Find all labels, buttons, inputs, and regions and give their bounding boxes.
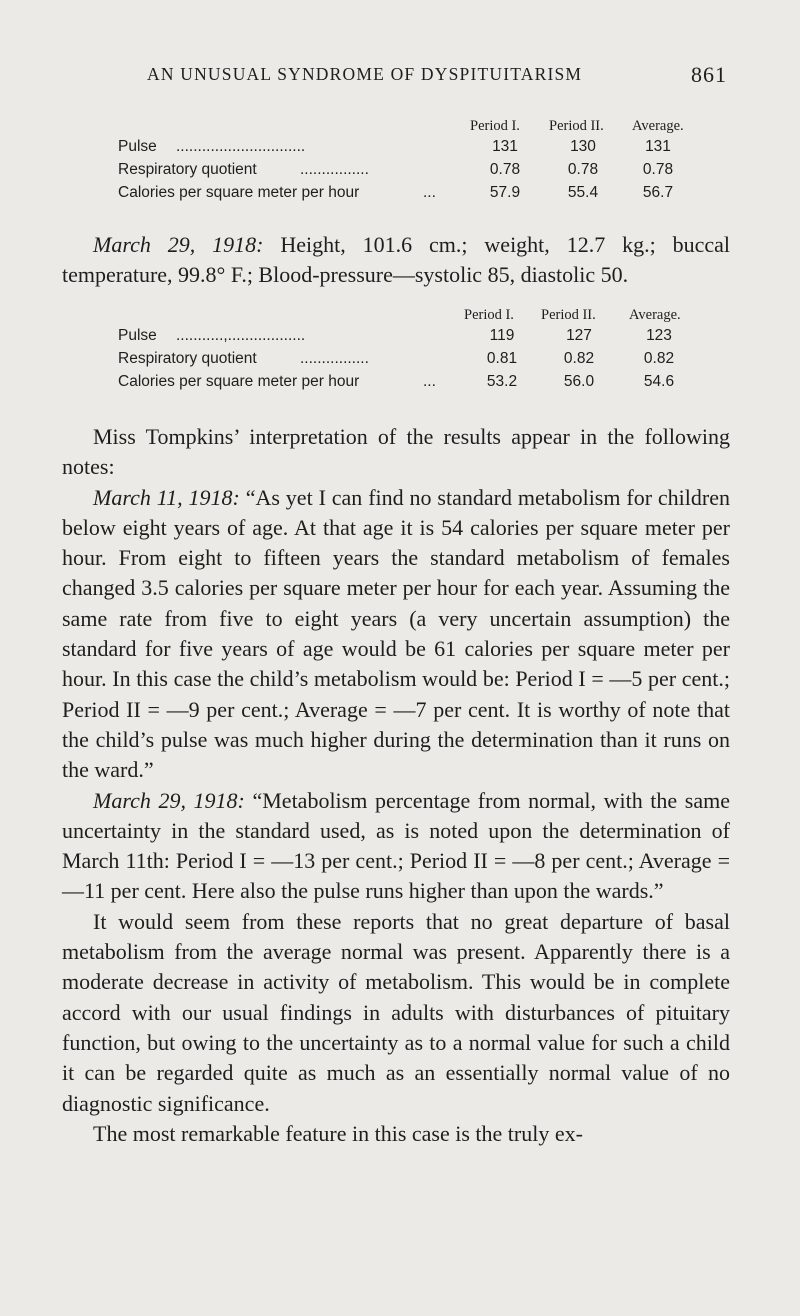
dot-leader: ... (423, 373, 436, 390)
date-label: March 11, 1918: (93, 484, 240, 510)
cell-value: 57.9 (489, 184, 521, 201)
column-header-average: Average. (632, 118, 684, 134)
table-row (118, 161, 718, 184)
note-text: “Metabolism percentage from normal, with the same uncertainty in the standard used, as is noted upon the determination of March 11th: Period I = —13 per cent.; Period II = —8 per cent.; Average = —11 per cent. Here also the pulse runs higher than upon the wards.” (62, 787, 730, 904)
note-march-11 (62, 483, 730, 786)
cell-value: 0.78 (489, 161, 521, 178)
dot-leader: .............................. (176, 138, 306, 155)
dot-leader: ................ (300, 161, 369, 178)
table-row (118, 327, 718, 350)
dot-leader: ... (423, 184, 436, 201)
dot-leader: ...........,.................. (176, 327, 306, 344)
date-label: March 29, 1918: (93, 232, 264, 257)
table-row (118, 350, 718, 373)
table-header (118, 307, 718, 327)
record-text: Height, 101.6 cm.; weight, 12.7 kg.; buccal temperature, 99.8° F.; Blood-pressure—systolic 85, diastolic 50. (62, 232, 731, 288)
cell-value: 54.6 (643, 373, 675, 390)
conclusion-paragraph: It would seem from these reports that no great departure of basal metabolism from the average normal was present. Apparently there is a moderate decrease in activity of metabolism. This would be in complete accord with our usual findings in adults with disturbances of pituitary function, but owing to the uncertainty as to a normal value for such a child it can be regarded quite as much as an essentially normal value of no diagnostic significance. (62, 908, 730, 1116)
cell-value: 0.78 (642, 161, 674, 178)
row-label: Calories per square meter per hour (118, 184, 360, 201)
cell-value: 119 (489, 327, 515, 344)
cell-value: 0.82 (643, 350, 675, 367)
running-head (147, 62, 727, 92)
table-row (118, 184, 718, 207)
note-march-29 (62, 786, 730, 907)
cell-value: 56.7 (642, 184, 674, 201)
table-row (118, 138, 718, 161)
cell-value: 0.81 (486, 350, 518, 367)
cell-value: 0.78 (567, 161, 599, 178)
row-label: Respiratory quotient (118, 161, 257, 178)
row-label: Calories per square meter per hour (118, 373, 360, 390)
table-row (118, 373, 718, 396)
note-text: “As yet I can find no standard metabolism for children below eight years of age. At that age it is 54 calories per square meter per hour. From eight to fifteen years the standard metabolism of females changed 3.5 calories per square meter per hour for each year. Assuming the same rate from five to eight years (a very uncertain assumption) the standard for five years of age would be 61 calories per square meter per hour. In this case the child’s metabolism would be: Period I = —5 per cent.; Period II = —9 per cent.; Average = —7 per cent. It is worthy of note that the child’s pulse was much higher during the determination than it runs on the ward.” (62, 484, 730, 783)
dot-leader: ................ (300, 350, 369, 367)
column-header-period-1: Period I. (470, 118, 520, 134)
page-number: 861 (691, 62, 727, 87)
column-header-average: Average. (629, 307, 681, 323)
cell-value: 53.2 (486, 373, 518, 390)
column-header-period-2: Period II. (549, 118, 604, 134)
row-label: Pulse (118, 138, 157, 155)
row-label: Pulse (118, 327, 157, 344)
cell-value: 55.4 (567, 184, 599, 201)
record-paragraph (62, 230, 730, 291)
cell-value: 130 (570, 138, 596, 155)
cell-value: 56.0 (563, 373, 595, 390)
running-title: AN UNUSUAL SYNDROME OF DYSPITUITARISM (147, 64, 583, 84)
cell-value: 127 (566, 327, 592, 344)
main-prose (62, 422, 730, 1149)
table-header (118, 118, 718, 138)
cell-value: 131 (645, 138, 671, 155)
metabolism-table-march-29 (118, 307, 718, 396)
record-march-29 (62, 230, 730, 291)
column-header-period-2: Period II. (541, 307, 596, 323)
metabolism-table-march-11 (118, 118, 718, 207)
cell-value: 123 (646, 327, 672, 344)
intro-paragraph: Miss Tompkins’ interpretation of the results appear in the following notes: (62, 424, 730, 480)
final-paragraph: The most remarkable feature in this case is the truly ex- (93, 1120, 583, 1146)
column-header-period-1: Period I. (464, 307, 514, 323)
row-label: Respiratory quotient (118, 350, 257, 367)
cell-value: 0.82 (563, 350, 595, 367)
date-label: March 29, 1918: (93, 787, 245, 813)
cell-value: 131 (492, 138, 518, 155)
